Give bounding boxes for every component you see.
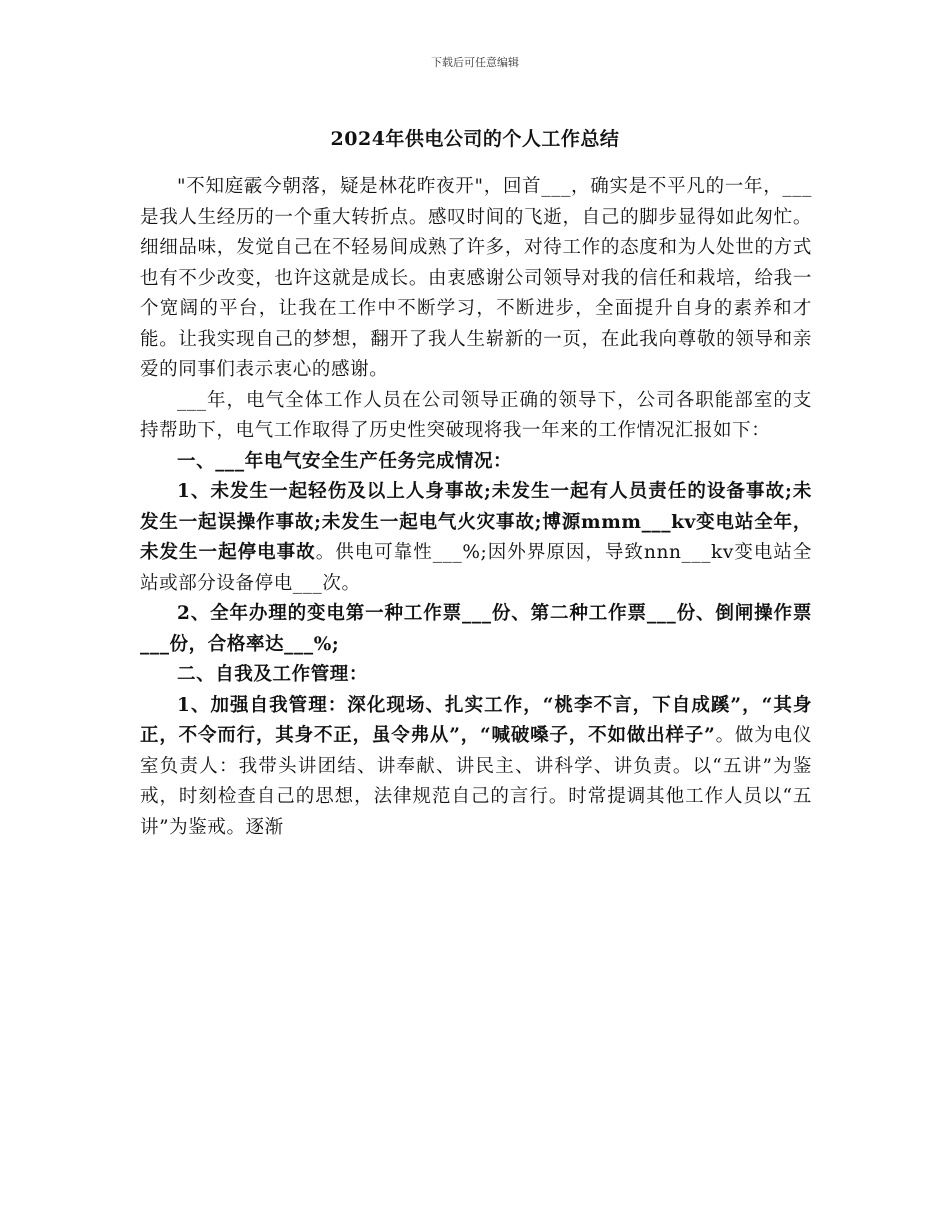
document-title: 2024年供电公司的个人工作总结 [330,128,620,150]
item-bold-text: 1、未发生一起轻伤及以上人身事故;未发生一起有人员责任的设备事故;未发生一起误操作事故;未发生一起电气火灾事故;博源mmm___kv变电站全年，未发生一起停电事故 [140,481,812,563]
heading-text: 二、自我及工作管理： [177,664,369,685]
item-text: 。做为电仪室负责人：我带头讲团结、讲奉献、讲民主、讲科学、讲负责。以“五讲”为鉴戒，时刻检查自己的思想，法律规范自己的言行。时常提调其他工作人员以“五讲”为鉴戒。逐渐 [140,725,812,838]
document-body [140,172,812,843]
item-1-1 [140,477,812,599]
section-heading-1 [140,447,812,478]
heading-text: 一、___年电气安全生产任务完成情况： [177,450,513,472]
item-text: 。供电可靠性___%;因外界原因，导致nnn___kv变电站全站或部分设备停电___次。 [140,542,812,594]
header-note: 下载后可任意编辑 [431,56,519,69]
item-2-1 [140,691,812,844]
item-bold-text: 2、全年办理的变电第一种工作票___份、第二种工作票___份、倒闸操作票___份，合格率达___%; [140,603,812,655]
section-heading-2 [140,660,812,691]
item-1-2 [140,599,812,660]
paragraph-intro [140,172,812,386]
paragraph-text: ___年，电气全体工作人员在公司领导正确的领导下，公司各职能部室的支持帮助下，电气工作取得了历史性突破现将我一年来的工作情况汇报如下： [140,389,812,441]
item-bold-text: 1、加强自我管理：深化现场、扎实工作，“桃李不言，下自成蹊”，“其身正，不令而行，其身不正，虽令弗从”，“喊破嗓子，不如做出样子” [140,694,812,746]
paragraph-overview [140,386,812,447]
paragraph-text: "不知庭霰今朝落，疑是林花昨夜开"，回首___，确实是不平凡的一年，___是我人生经历的一个重大转折点。感叹时间的飞逝，自己的脚步显得如此匆忙。细细品味，发觉自己在不轻易间成熟了许多，对待工作的态度和为人处世的方式也有不少改变，也许这就是成长。由衷感谢公司领导对我的信任和栽培，给我一个宽阔的平台，让我在工作中不断学习，不断进步，全面提升自身的素养和才能。让我实现自己的梦想，翻开了我人生崭新的一页，在此我向尊敬的领导和亲爱的同事们表示衷心的感谢。 [140,176,812,380]
